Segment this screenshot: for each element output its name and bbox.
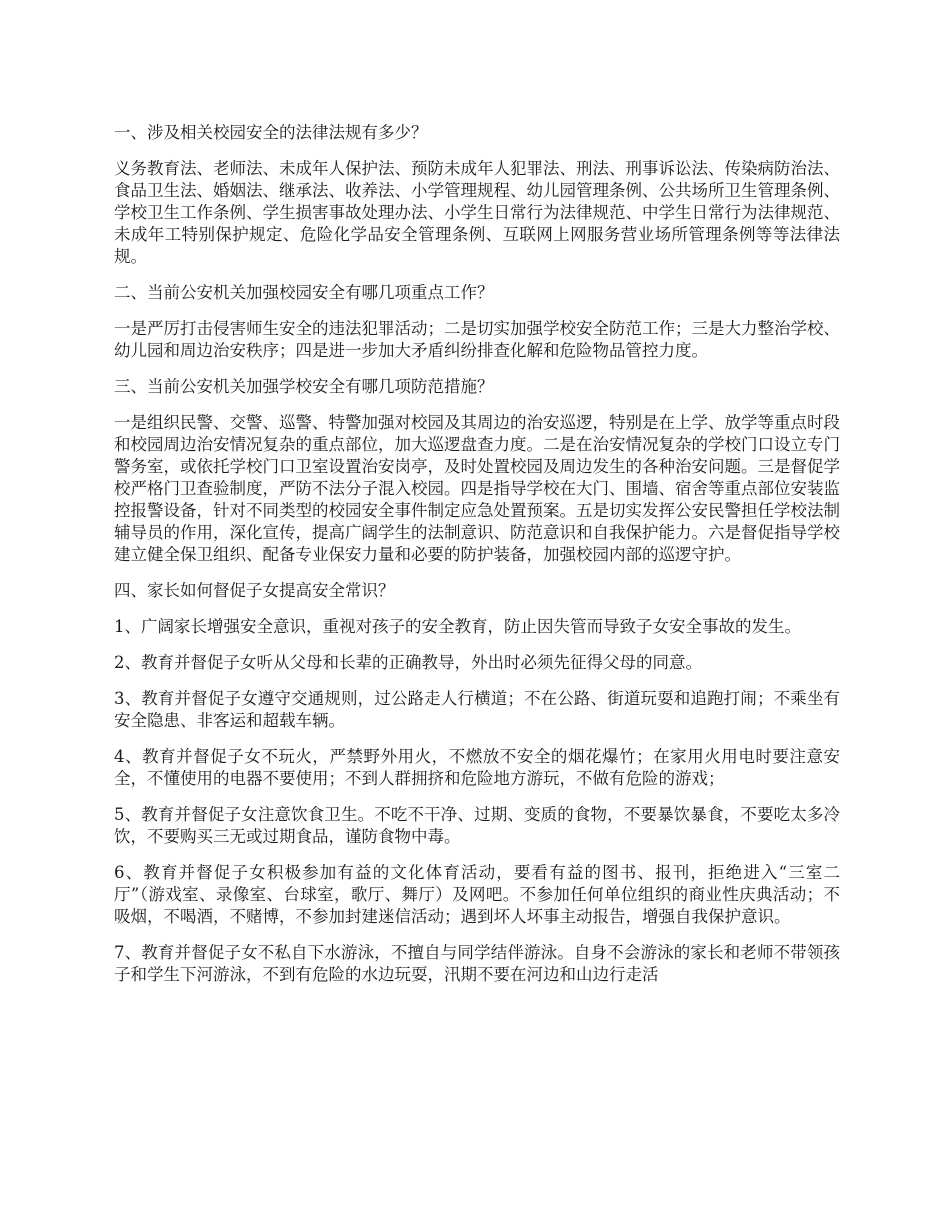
section-heading-4: 四、家长如何督促子女提高安全常识？: [114, 581, 395, 600]
section-1-paragraph: 义务教育法、老师法、未成年人保护法、预防未成年人犯罪法、刑法、刑事诉讼法、传染病防治法、食品卫生法、婚姻法、继承法、收养法、小学管理规程、幼儿园管理条例、公共场所卫生管理条例、学校卫生工作条例、学生损害事故处理办法、小学生日常行为法律规范、中学生日常行为法律规范、未成年工特别保护规定、危险化学品安全管理条例、互联网上网服务营业场所管理条例等等法律法规。: [114, 159, 840, 266]
document-body: [114, 122, 840, 1000]
section-heading-3: 三、当前公安机关加强学校安全有哪几项防范措施？: [114, 377, 494, 396]
section-4-item-4: 4、教育并督促子女不玩火，严禁野外用火，不燃放不安全的烟花爆竹；在家用火用电时要注意安全，不懂使用的电器不要使用；不到人群拥挤和危险地方游玩，不做有危险的游戏；: [114, 747, 840, 788]
section-4-item-1: 1、广阔家长增强安全意识，重视对孩子的安全教育，防止因失管而导致子女安全事故的发生。: [114, 617, 801, 636]
section-3-paragraph: 一是组织民警、交警、巡警、特警加强对校园及其周边的治安巡逻，特别是在上学、放学等重点时段和校园周边治安情况复杂的重点部位，加大巡逻盘查力度。二是在治安情况复杂的学校门口设立专门警务室，或依托学校门口卫室设置治安岗亭，及时处置校园及周边发生的各种治安问题。三是督促学校严格门卫查验制度，严防不法分子混入校园。四是指导学校在大门、围墙、宿舍等重点部位安装监控报警设备，针对不同类型的校园安全事件制定应急处置预案。五是切实发挥公安民警担任学校法制辅导员的作用，深化宣传，提高广阔学生的法制意识、防范意识和自我保护能力。六是督促指导学校建立健全保卫组织、配备专业保安力量和必要的防护装备，加强校园内部的巡逻守护。: [114, 413, 840, 564]
section-2-paragraph: 一是严厉打击侵害师生安全的违法犯罪活动；二是切实加强学校安全防范工作；三是大力整治学校、幼儿园和周边治安秩序；四是进一步加大矛盾纠纷排查化解和危险物品管控力度。: [114, 319, 840, 360]
section-4-item-2: 2、教育并督促子女听从父母和长辈的正确教导，外出时必须先征得父母的同意。: [114, 653, 702, 672]
section-4-item-5: 5、教育并督促子女注意饮食卫生。不吃不干净、过期、变质的食物，不要暴饮暴食，不要吃太多冷饮，不要购买三无或过期食品，谨防食物中毒。: [114, 805, 840, 846]
section-heading-2: 二、当前公安机关加强校园安全有哪几项重点工作？: [114, 283, 494, 302]
section-4-item-3: 3、教育并督促子女遵守交通规则，过公路走人行横道；不在公路、街道玩耍和追跑打闹；不乘坐有安全隐患、非客运和超载车辆。: [114, 689, 840, 730]
section-4-item-7: 7、教育并督促子女不私自下水游泳，不擅自与同学结伴游泳。自身不会游泳的家长和老师不带领孩子和学生下河游泳，不到有危险的水边玩耍，汛期不要在河边和山边行走活: [114, 943, 840, 984]
section-heading-1: 一、涉及相关校园安全的法律法规有多少？: [114, 123, 428, 142]
section-4-item-6: 6、教育并督促子女积极参加有益的文化体育活动，要看有益的图书、报刊，拒绝进入“三室二厅”（游戏室、录像室、台球室，歌厅、舞厅）及网吧。不参加任何单位组织的商业性庆典活动；不吸烟，不喝酒，不赌博，不参加封建迷信活动；遇到坏人坏事主动报告，增强自我保护意识。: [114, 863, 840, 926]
